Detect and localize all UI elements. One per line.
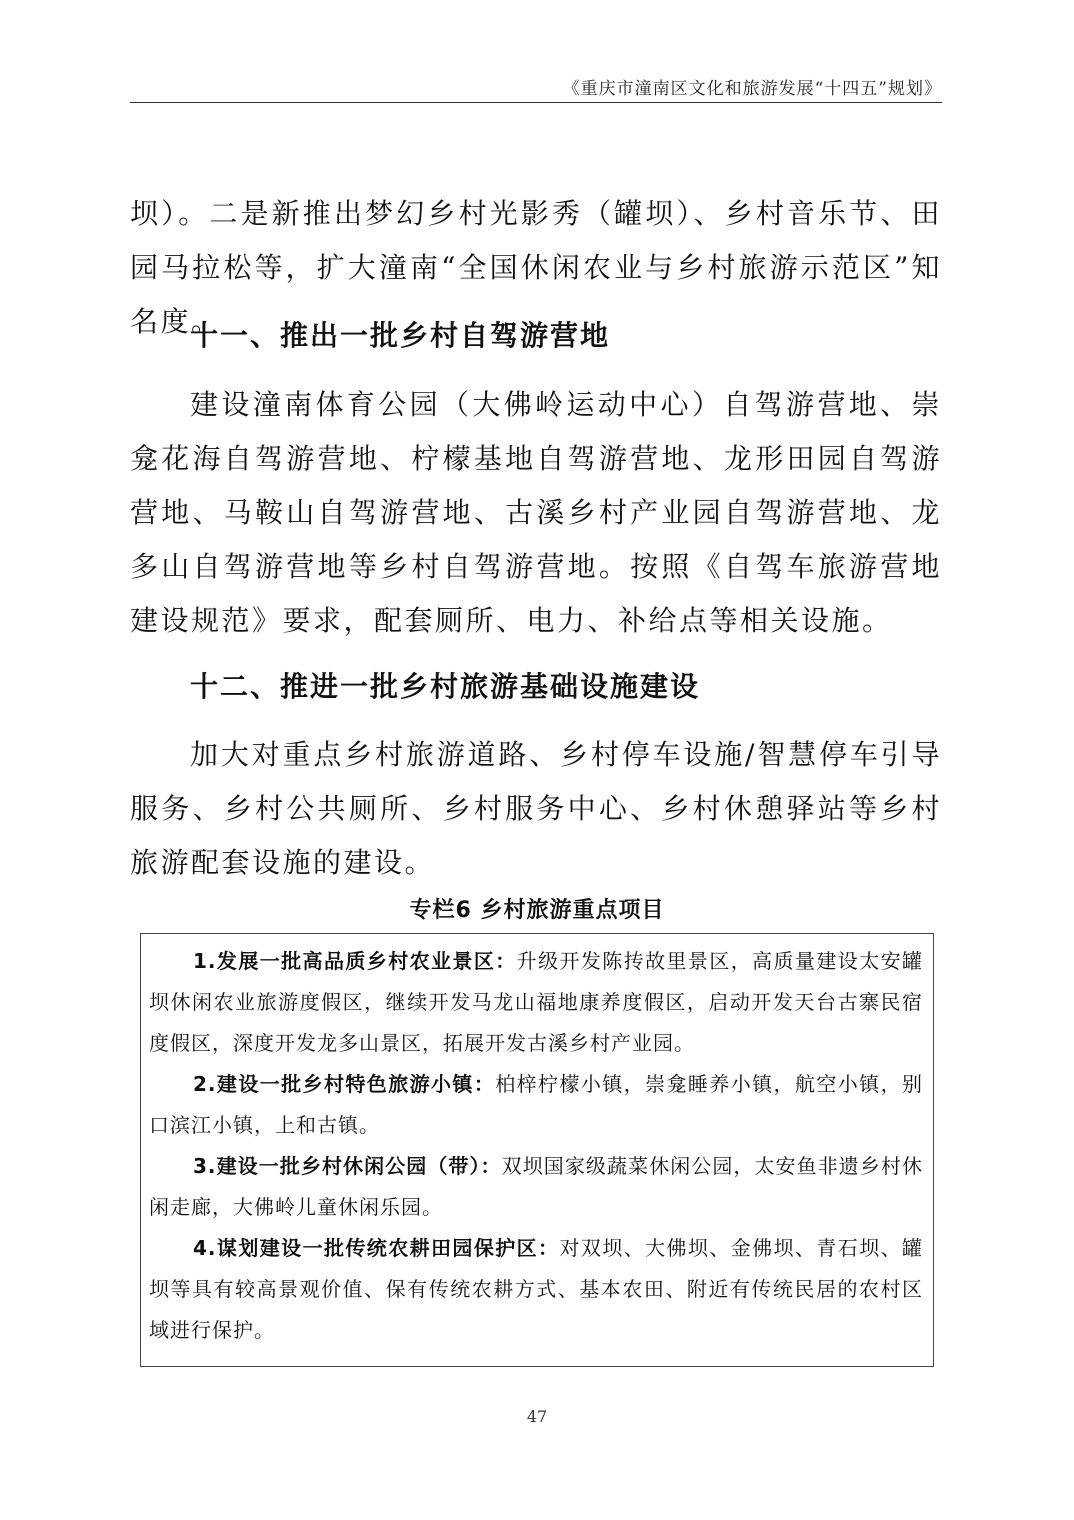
header-divider [130,102,942,103]
section-heading-11: 十一、推出一批乡村自驾游营地 [190,319,611,352]
box-item-4 [149,1228,923,1351]
section-heading-12: 十二、推进一批乡村旅游基础设施建设 [190,670,701,703]
box-item-1-label: 1.发展一批高品质乡村农业景区： [193,949,517,973]
box-item-3 [149,1146,923,1228]
section-body-12: 加大对重点乡村旅游道路、乡村停车设施/智慧停车引导服务、乡村公共厕所、乡村服务中心、乡村休憩驿站等乡村旅游配套设施的建设。 [130,738,942,879]
box-item-2-label: 2.建设一批乡村特色旅游小镇： [193,1072,496,1096]
page-number: 47 [526,1407,548,1426]
paragraph-continuation: 坝）。二是新推出梦幻乡村光影秀（罐坝）、乡村音乐节、田园马拉松等，扩大潼南“全国休闲农业与乡村旅游示范区”知名度。 [130,197,942,338]
box-title: 专栏6 乡村旅游重点项目 [409,898,665,923]
box-item-1-text: 升级开发陈抟故里景区，高质量建设太安罐坝休闲农业旅游度假区，继续开发马龙山福地康养度假区，启动开发天台古寨民宿度假区，深度开发龙多山景区，拓展开发古溪乡村产业园。 [149,949,924,1055]
box-item-2-text: 柏梓柠檬小镇，崇龛睡养小镇，航空小镇，别口滨江小镇，上和古镇。 [149,1072,923,1137]
box-item-2 [149,1064,923,1146]
box-item-4-text: 对双坝、大佛坝、金佛坝、青石坝、罐坝等具有较高景观价值、保有传统农耕方式、基本农田、附近有传统民居的农村区域进行保护。 [149,1236,924,1342]
box-item-1 [149,941,923,1064]
box-item-3-label: 3.建设一批乡村休闲公园（带）： [193,1154,502,1178]
box-item-4-label: 4.谋划建设一批传统农耕田园保护区： [193,1236,560,1260]
box-item-3-text: 双坝国家级蔬菜休闲公园，太安鱼非遗乡村休闲走廊，大佛岭儿童休闲乐园。 [149,1154,923,1219]
running-header: 《重庆市潼南区文化和旅游发展“十四五”规划》 [562,79,942,99]
feature-box [140,933,934,1367]
section-body-11: 建设潼南体育公园（大佛岭运动中心）自驾游营地、崇龛花海自驾游营地、柠檬基地自驾游营地、龙形田园自驾游营地、马鞍山自驾游营地、古溪乡村产业园自驾游营地、龙多山自驾游营地等乡村自驾游营地。按照《自驾车旅游营地建设规范》要求，配套厕所、电力、补给点等相关设施。 [130,388,942,637]
